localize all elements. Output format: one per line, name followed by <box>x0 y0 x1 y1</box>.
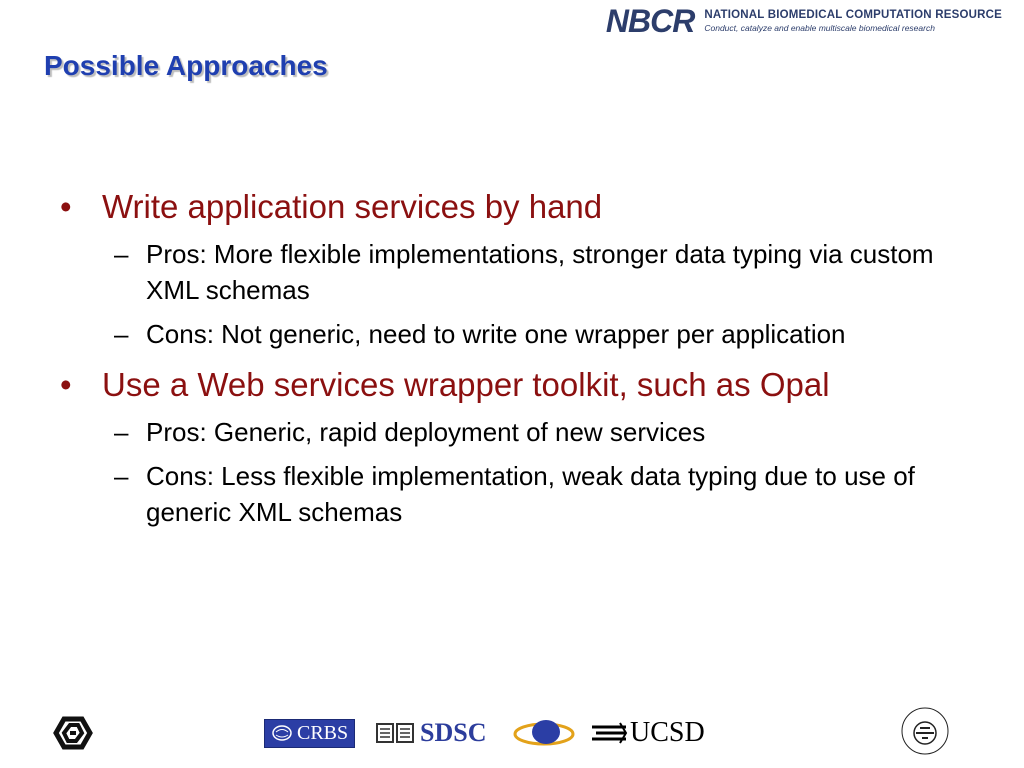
nbcr-org-name: NATIONAL BIOMEDICAL COMPUTATION RESOURCE <box>704 9 1002 21</box>
sub-bullet-marker: – <box>114 319 129 349</box>
sub-bullet-text: Cons: Less flexible implementation, weak data typing due to use of generic XML schemas <box>146 461 915 527</box>
sub-bullet-1-2 <box>114 316 960 352</box>
sub-bullet-marker: – <box>114 461 129 491</box>
sub-bullet-marker: – <box>114 417 129 447</box>
sdsc-logo-text: SDSC <box>420 718 487 747</box>
sdsc-chip-icon <box>376 722 416 744</box>
bullet-1 <box>60 188 960 226</box>
sdsc-logo <box>376 716 486 750</box>
slide-title: Possible Approaches <box>44 50 328 81</box>
nih-seal-icon <box>900 706 950 756</box>
sub-bullet-text: Cons: Not generic, need to write one wrapper per application <box>146 319 846 349</box>
bullet-2 <box>60 366 960 404</box>
nbcr-tagline: Conduct, catalyze and enable multiscale biomedical research <box>704 23 935 33</box>
sub-bullet-text: Pros: More flexible implementations, stronger data typing via custom XML schemas <box>146 239 934 305</box>
sub-bullet-text: Pros: Generic, rapid deployment of new services <box>146 417 706 447</box>
bullet-marker: • <box>60 366 72 403</box>
it2-logo <box>512 716 576 750</box>
bullet-text: Use a Web services wrapper toolkit, such as Opal <box>102 366 830 403</box>
nbcr-logo <box>606 4 1002 38</box>
sub-bullet-1-1 <box>114 236 960 308</box>
nbcr-footer-icon <box>50 716 96 750</box>
nih-seal <box>900 706 950 756</box>
nbcr-swirl-icon <box>50 713 96 753</box>
crbs-logo-text: CRBS <box>297 721 349 744</box>
nbcr-logo-text <box>704 9 1002 33</box>
it2-logo-icon <box>512 716 576 750</box>
crbs-logo <box>264 716 355 750</box>
ucsd-logo-text: UCSD <box>630 717 705 748</box>
crbs-logo-box <box>264 719 355 748</box>
sub-bullet-2-2 <box>114 458 960 530</box>
ucsd-trident-icon <box>590 721 628 745</box>
nbcr-logo-mark: NBCR <box>605 3 695 39</box>
brain-icon <box>271 724 293 742</box>
slide-body <box>60 188 960 538</box>
sub-bullet-2-1 <box>114 414 960 450</box>
ucsd-logo <box>590 716 705 750</box>
bullet-text: Write application services by hand <box>102 188 603 225</box>
bullet-marker: • <box>60 188 72 225</box>
sub-bullet-marker: – <box>114 239 129 269</box>
